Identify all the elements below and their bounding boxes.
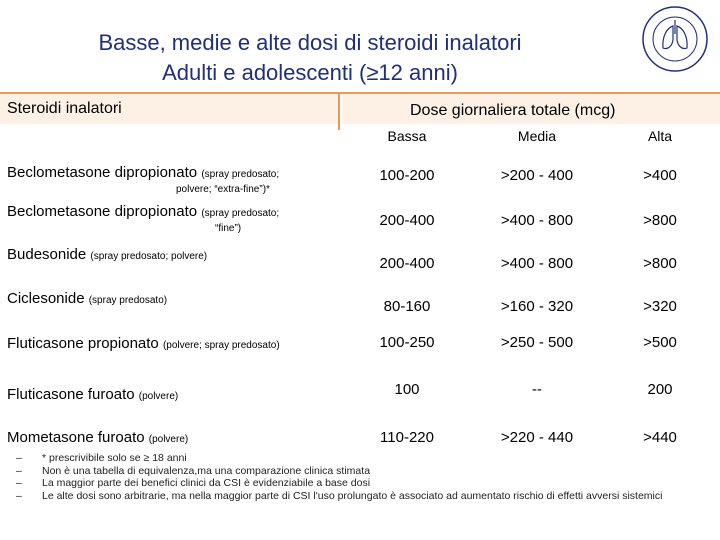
dose-high: >400 (643, 167, 677, 184)
dose-medium: >220 - 440 (500, 429, 574, 446)
dose-high: >800 (643, 212, 677, 229)
header-daily-dose: Dose giornaliera totale (mcg) (410, 102, 616, 119)
table-top-border (0, 92, 720, 94)
footnote: – Le alte dosi sono arbitrarie, ma nella maggior parte di CSI l'uso prolungato è associato ad aumentato rischio di effetti avversi sistemici (42, 490, 702, 503)
footnote: – Non è una tabella di equivalenza,ma una comparazione clinica stimata (42, 465, 702, 478)
dose-high: >500 (643, 334, 677, 351)
drug-detail: “fine”) (215, 223, 242, 234)
dose-high: >800 (643, 255, 677, 272)
drug-name: Fluticasone furoato (polvere) (7, 386, 179, 403)
footnote: – * prescrivibile solo se ≥ 18 anni (42, 452, 702, 465)
dose-medium: >200 - 400 (500, 167, 574, 184)
footnote: – La maggior parte dei benefici clinici da CSI è evidenziabile a base dosi (42, 477, 702, 490)
drug-detail: polvere; “extra-fine”)* (176, 184, 270, 195)
drug-name: Beclometasone dipropionato (spray predosato; (7, 203, 280, 220)
dose-medium: >160 - 320 (500, 298, 574, 315)
drug-name: Beclometasone dipropionato (spray predosato; (7, 164, 280, 181)
title-line-2: Adulti e adolescenti (≥12 anni) (162, 60, 458, 85)
dose-low: 80-160 (383, 298, 431, 315)
drug-name: Mometasone furoato (polvere) (7, 429, 189, 446)
header-ics: Steroidi inalatori (7, 100, 122, 117)
drug-name: Ciclesonide (spray predosato) (7, 290, 168, 307)
footnotes (28, 452, 702, 502)
dose-high: >320 (643, 298, 677, 315)
slide-title (0, 28, 620, 88)
dose-medium: >250 - 500 (500, 334, 574, 351)
header-divider (338, 92, 340, 130)
dose-medium: -- (532, 381, 542, 398)
dose-low: 200-400 (379, 212, 435, 229)
dose-low: 200-400 (379, 255, 435, 272)
gina-lungs-logo-icon (640, 4, 710, 74)
column-high: Alta (647, 128, 673, 144)
dose-low: 100-200 (379, 167, 435, 184)
dose-low: 100 (394, 381, 420, 398)
drug-name: Fluticasone propionato (polvere; spray predosato) (7, 335, 280, 352)
column-low: Bassa (387, 128, 427, 144)
dose-medium: >400 - 800 (500, 212, 574, 229)
dose-medium: >400 - 800 (500, 255, 574, 272)
dose-high: 200 (647, 381, 673, 398)
dose-low: 100-250 (379, 334, 435, 351)
dose-low: 110-220 (380, 429, 434, 446)
title-line-1: Basse, medie e alte dosi di steroidi inalatori (98, 30, 522, 55)
dose-high: >440 (643, 429, 677, 446)
column-medium: Media (517, 128, 557, 144)
drug-name: Budesonide (spray predosato; polvere) (7, 246, 208, 263)
